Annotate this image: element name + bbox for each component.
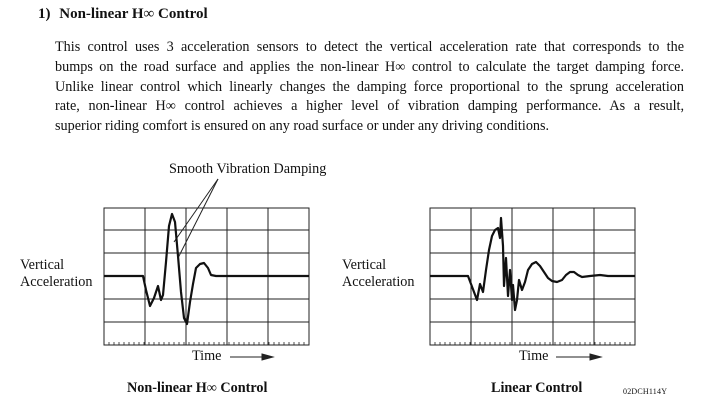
- left-plot-caption: Non-linear H∞ Control: [127, 380, 268, 396]
- section-number: 1): [38, 6, 51, 22]
- ylabel-line: Acceleration: [342, 274, 415, 290]
- paragraph-line: bumps on the road surface and applies the non-linear H∞ control to calculate the target damping force.: [55, 58, 684, 75]
- linear-response-curve: [430, 218, 635, 310]
- section-title: Non-linear H∞ Control: [59, 6, 208, 22]
- callout-label: Smooth Vibration Damping: [169, 161, 327, 177]
- paragraph-line: rate, non-linear H∞ control achieves a higher level of vibration damping performance. As a result,: [55, 98, 684, 115]
- ylabel-line: Acceleration: [20, 274, 93, 290]
- right-plot-caption: Linear Control: [491, 380, 583, 396]
- ylabel-line: Vertical: [342, 257, 387, 273]
- right-plot-ylabel: [342, 257, 414, 291]
- paragraph-line: Unlike linear control which linearly changes the damping force proportional to the sprung acceleration: [55, 78, 684, 95]
- left-plot-xlabel: Time: [192, 348, 222, 364]
- paragraph-line: This control uses 3 acceleration sensors to detect the vertical acceleration rate that corresponds to the: [55, 39, 684, 55]
- right-plot-xlabel: Time: [519, 348, 549, 364]
- ylabel-line: Vertical: [20, 257, 65, 273]
- paragraph-line: superior riding comfort is ensured on any road surface or under any driving conditions.: [55, 118, 550, 135]
- figure-code: 02DCH114Y: [623, 387, 668, 396]
- left-plot-ylabel: [20, 257, 92, 291]
- callout-leader-lines: [174, 179, 218, 258]
